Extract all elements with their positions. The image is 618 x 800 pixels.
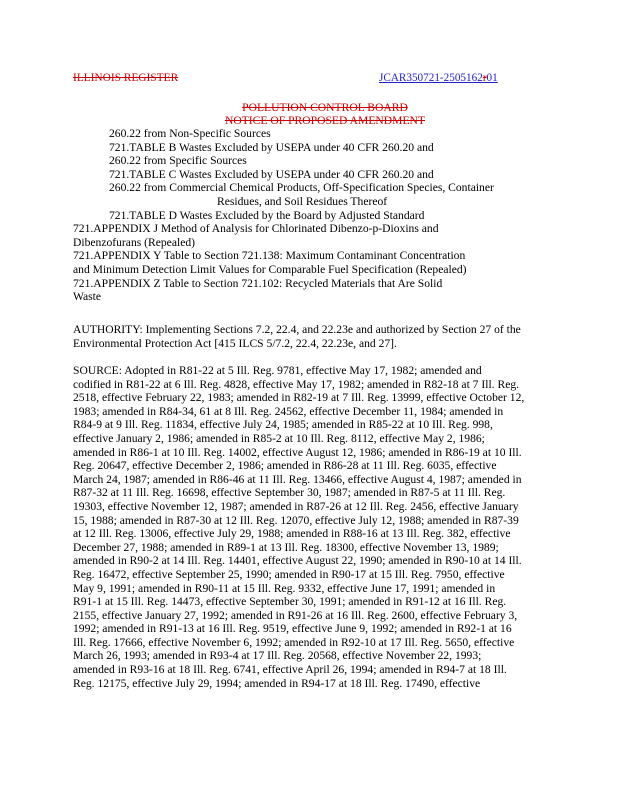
notice-title: NOTICE OF PROPOSED AMENDMENT bbox=[224, 114, 425, 127]
source-line: R91-1 at 15 Ill. Reg. 14473, effective September 30, 1991; amended in R91-12 at 16 Ill. Reg. bbox=[73, 595, 507, 609]
jcar-code-suffix: 01 bbox=[486, 72, 498, 84]
source-line: R84-9 at 9 Ill. Reg. 11834, effective July 24, 1985; amended in R85-22 at 10 Ill. Reg. 998, bbox=[73, 418, 493, 432]
source-line: 19303, effective November 12, 1987; amended in R87-26 at 12 Ill. Reg. 2456, effective January bbox=[73, 499, 519, 513]
source-line: Reg. 20647, effective December 2, 1986; amended in R86-28 at 11 Ill. Reg. 6035, effective bbox=[73, 459, 497, 473]
jcar-code-struck: r bbox=[482, 72, 487, 84]
source-line: 2155, effective January 27, 1992; amended in R91-26 at 16 Ill. Reg. 2600, effective February 3, bbox=[73, 608, 518, 622]
source-line: March 24, 1987; amended in R86-46 at 11 Ill. Reg. 13466, effective August 4, 1987; amended in bbox=[73, 472, 522, 486]
source-line: amended in R90-2 at 14 Ill. Reg. 14401, effective August 22, 1990; amended in R90-10 at 14 Ill. bbox=[73, 554, 522, 568]
authority-paragraph bbox=[73, 323, 549, 350]
jcar-code-prefix: JCAR350721-2505162 bbox=[379, 72, 483, 84]
toc-line: 721.APPENDIX Z Table to Section 721.102: Recycled Materials that Are Solid bbox=[73, 276, 443, 290]
authority-line: AUTHORITY: Implementing Sections 7.2, 22.4, and 22.23e and authorized by Section 27 of the bbox=[73, 323, 521, 336]
toc-line: 260.22 from Specific Sources bbox=[109, 154, 247, 168]
source-line: SOURCE: Adopted in R81-22 at 5 Ill. Reg. 9781, effective May 17, 1982; amended and bbox=[73, 364, 482, 377]
source-line: 1983; amended in R84-34, 61 at 8 Ill. Reg. 24562, effective December 11, 1984; amended in bbox=[73, 404, 504, 418]
table-of-contents bbox=[73, 127, 543, 304]
source-paragraph bbox=[73, 364, 549, 690]
source-line: Ill. Reg. 17666, effective November 6, 1992; amended in R92-10 at 17 Ill. Reg. 5650, effective bbox=[73, 635, 515, 649]
source-line: March 26, 1993; amended in R93-4 at 17 Ill. Reg. 20568, effective November 22, 1993; bbox=[73, 649, 482, 663]
toc-line: 260.22 from Non-Specific Sources bbox=[109, 127, 271, 140]
toc-line: and Minimum Detection Limit Values for Comparable Fuel Specification (Repealed) bbox=[73, 262, 467, 276]
register-header: ILLINOIS REGISTER bbox=[73, 72, 179, 84]
toc-line: 721.TABLE C Wastes Excluded by USEPA under 40 CFR 260.20 and bbox=[109, 167, 434, 181]
source-line: R87-32 at 11 Ill. Reg. 16698, effective September 30, 1987; amended in R87-5 at 11 Ill. Reg. bbox=[73, 486, 506, 500]
source-line: Reg. 16472, effective September 25, 1990; amended in R90-17 at 15 Ill. Reg. 7950, effective bbox=[73, 567, 505, 581]
toc-line: 721.APPENDIX Y Table to Section 721.138: Maximum Contaminant Concentration bbox=[73, 249, 466, 263]
source-line: codified in R81-22 at 6 Ill. Reg. 4828, effective May 17, 1982; amended in R82-18 at 7 Ill. Reg. bbox=[73, 377, 520, 391]
source-line: effective January 2, 1986; amended in R85-2 at 10 Ill. Reg. 8112, effective May 2, 1986; bbox=[73, 431, 485, 445]
toc-line: 260.22 from Commercial Chemical Products, Off-Specification Species, Container bbox=[109, 181, 494, 195]
toc-line: 721.APPENDIX J Method of Analysis for Chlorinated Dibenzo-p-Dioxins and bbox=[73, 222, 439, 236]
toc-line: Residues, and Soil Residues Thereof bbox=[217, 194, 388, 208]
source-line: 15, 1988; amended in R87-30 at 12 Ill. Reg. 12070, effective July 12, 1988; amended in R87-39 bbox=[73, 513, 519, 527]
source-line: 2518, effective February 22, 1983; amended in R82-19 at 7 Ill. Reg. 13999, effective October 12, bbox=[73, 391, 525, 405]
agency-title: POLLUTION CONTROL BOARD bbox=[242, 101, 408, 114]
source-line: at 12 Ill. Reg. 13006, effective July 29, 1988; amended in R88-16 at 13 Ill. Reg. 382, effective bbox=[73, 527, 511, 541]
toc-line: Waste bbox=[73, 290, 102, 304]
jcar-code bbox=[379, 72, 498, 86]
authority-line: Environmental Protection Act [415 ILCS 5/7.2, 22.4, 22.23e, and 27]. bbox=[73, 336, 397, 350]
source-line: Reg. 12175, effective July 29, 1994; amended in R94-17 at 18 Ill. Reg. 17490, effective bbox=[73, 676, 481, 690]
toc-line: Dibenzofurans (Repealed) bbox=[73, 235, 196, 249]
toc-line: 721.TABLE B Wastes Excluded by USEPA under 40 CFR 260.20 and bbox=[109, 140, 434, 154]
source-line: amended in R86-1 at 10 Ill. Reg. 14002, effective August 12, 1986; amended in R86-19 at 10 Ill. bbox=[73, 445, 522, 459]
source-line: 1992; amended in R91-13 at 16 Ill. Reg. 9519, effective June 9, 1992; amended in R92-1 at 16 bbox=[73, 622, 512, 636]
toc-line: 721.TABLE D Wastes Excluded by the Board by Adjusted Standard bbox=[109, 208, 425, 222]
source-line: amended in R93-16 at 18 Ill. Reg. 6741, effective April 26, 1994; amended in R94-7 at 18 Ill. bbox=[73, 663, 507, 677]
source-line: May 9, 1991; amended in R90-11 at 15 Ill. Reg. 9332, effective June 17, 1991; amended in bbox=[73, 581, 496, 595]
source-line: December 27, 1988; amended in R89-1 at 13 Ill. Reg. 18300, effective November 13, 1989; bbox=[73, 540, 499, 554]
